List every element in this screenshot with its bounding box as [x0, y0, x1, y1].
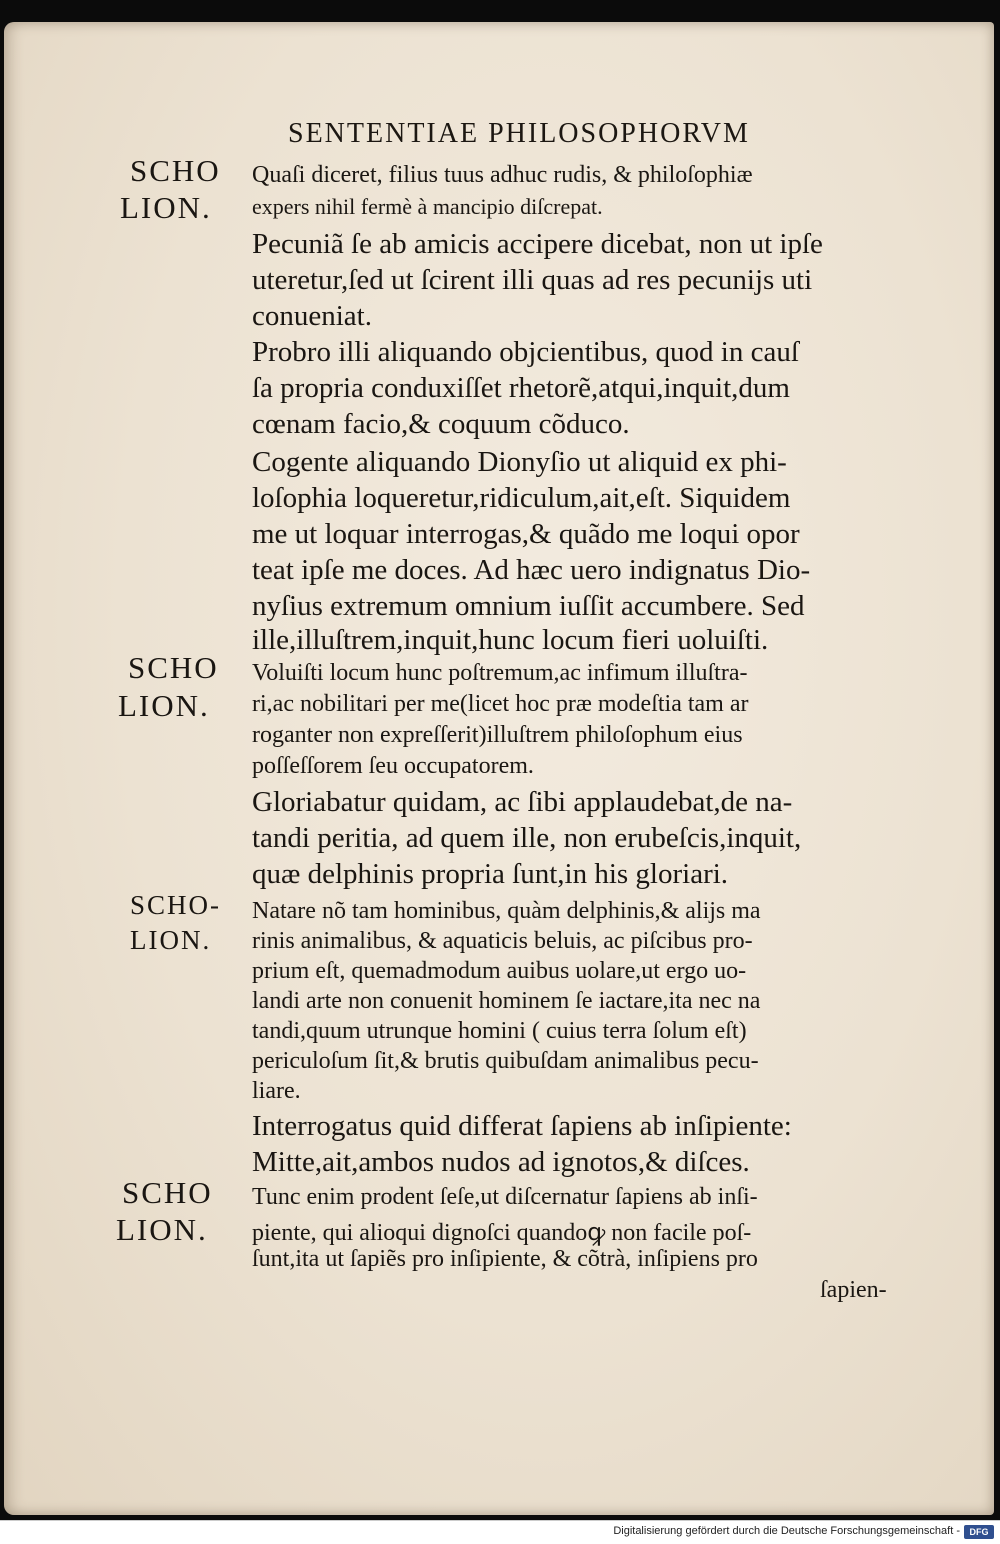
text-line-26: tandi,quum utrunque homini ( cuius terra ſolum eſt): [252, 1018, 747, 1044]
text-line-20: tandi peritia, ad quem ille, non erubeſcis,inquit,: [252, 822, 802, 854]
bleed-through: [444, 80, 644, 122]
text-line-1: Quaſi diceret, filius tuus adhuc rudis, & philoſophiæ: [252, 162, 753, 188]
text-line-17: roganter non expreſſerit)illuſtrem philoſophum eius: [252, 722, 743, 748]
text-line-31: Tunc enim prodent ſeſe,ut diſcernatur ſapiens ab inſi-: [252, 1184, 758, 1210]
margin-note-3-line1: SCHO-: [130, 890, 222, 920]
text-line-32: piente, qui alioqui dignoſci quandoꝙ non facile poſ-: [252, 1220, 752, 1246]
text-line-19: Gloriabatur quidam, ac ſibi applaudebat,de na-: [252, 786, 793, 818]
text-line-7: ſa propria conduxiſſet rhetorẽ,atqui,inquit,dum: [252, 372, 790, 404]
margin-note-2-line1: SCHO: [128, 650, 219, 685]
text-line-15: Voluiſti locum hunc poſtremum,ac infimum illuſtra-: [252, 660, 748, 686]
text-line-2: expers nihil fermè à mancipio diſcrepat.: [252, 194, 603, 219]
text-line-22: Natare nõ tam hominibus, quàm delphinis,& aliјs ma: [252, 898, 761, 924]
margin-note-2-line2: LION.: [118, 688, 210, 723]
catchword: ſapien-: [820, 1277, 887, 1303]
text-line-27: periculoſum ſit,& brutis quibuſdam animalibus pecu-: [252, 1048, 759, 1074]
text-line-25: landi arte non conuenit hominem ſe iactare,ita nec na: [252, 988, 761, 1014]
text-line-21: quæ delphinis propria ſunt,in his gloriari.: [252, 858, 729, 890]
margin-note-4-line1: SCHO: [122, 1175, 213, 1210]
text-line-8: cœnam facio,& coquum cõduco.: [252, 408, 630, 440]
margin-note-1-line1: SCHO: [130, 153, 221, 188]
text-line-24: prium eſt, quemadmodum auibus uolare,ut ergo uo-: [252, 958, 747, 984]
text-line-16: ri,ac nobilitari per me(licet hoc præ modeſtia tam ar: [252, 691, 749, 717]
text-line-18: poſſeſſorem ſeu occupatorem.: [252, 753, 534, 779]
text-line-23: rinis animalibus, & aquaticis beluis, ac piſcibus pro-: [252, 928, 753, 954]
margin-note-1-line2: LION.: [120, 190, 212, 225]
text-line-30: Mitte,ait,ambos nudos ad ignotos,& diſces.: [252, 1146, 750, 1178]
text-line-5: conueniat.: [252, 300, 372, 332]
text-line-29: Interrogatus quid differat ſapiens ab inſipiente:: [252, 1110, 792, 1142]
funding-notice: Digitalisierung gefördert durch die Deutsche Forschungsgemeinschaft -: [613, 1525, 960, 1537]
text-line-11: me ut loquar interrogas,& quãdo me loqui opor: [252, 518, 800, 550]
page-heading: SENTENTIAE PHILOSOPHORVM: [288, 118, 750, 149]
text-line-33: ſunt,ita ut ſapiẽs pro inſipiente, & cõtrà, inſipiens pro: [252, 1246, 758, 1272]
text-line-28: liare.: [252, 1078, 301, 1104]
text-line-12: teat ipſe me doces. Ad hæc uero indignatus Dio-: [252, 554, 811, 586]
text-line-3: Pecuniã ſe ab amicis accipere dicebat, non ut ipſe: [252, 228, 823, 260]
text-line-4: uteretur,ſed ut ſcirent illi quas ad res pecuniјs uti: [252, 264, 813, 296]
text-line-13: nyſius extremum omnium iuſſit accumbere. Sed: [252, 590, 805, 622]
text-line-6: Probro illi aliquando obјcientibus, quod in cauſ: [252, 336, 799, 368]
dfg-logo: DFG: [964, 1525, 994, 1539]
margin-note-4-line2: LION.: [116, 1212, 208, 1247]
text-line-9: Cogente aliquando Dionyſio ut aliquid ex phi-: [252, 446, 787, 478]
margin-note-3-line2: LION.: [130, 925, 212, 955]
footer-bar: [0, 1520, 1000, 1544]
text-line-14: ille,illuſtrem,inquit,hunc locum fieri uoluiſti.: [252, 624, 769, 656]
text-line-10: loſophia loqueretur,ridiculum,ait,eſt. Siquidem: [252, 482, 791, 514]
